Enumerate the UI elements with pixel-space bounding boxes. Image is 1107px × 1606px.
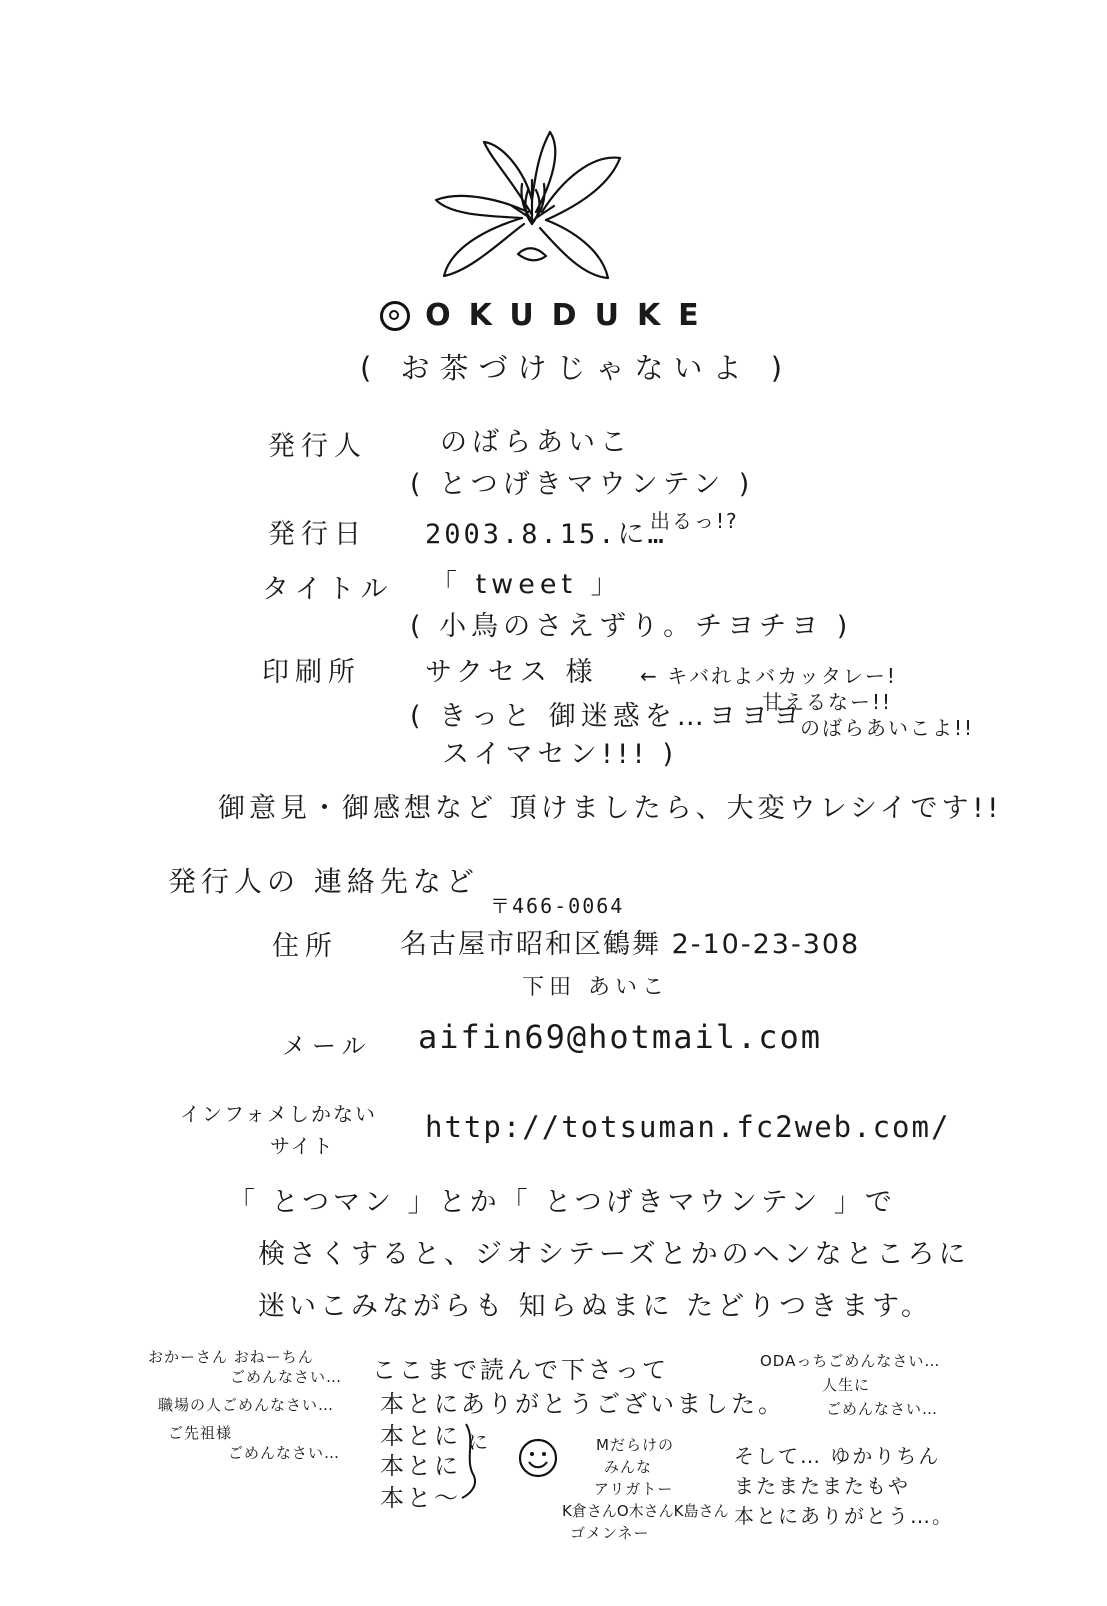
thanks-line-1: ここまで読んで下さって [372,1356,669,1384]
circle-dot-icon [380,301,410,331]
printer-note-2: スイマセン!!! ) [442,739,679,770]
thanks-line-3: 本とに [380,1422,461,1450]
date-note: 出るっ!? [650,509,739,533]
m-note-5: ゴメンネー [570,1524,650,1542]
printer-aside-2: 甘えるなー!! [762,690,893,714]
mail-label: メール [282,1032,372,1060]
logo-text: OKUDUKE [425,298,717,333]
title-value: 「 tweet 」 [430,569,623,600]
smiley-face-icon [516,1436,560,1480]
search-note-3: 迷いこみながらも 知らぬまに たどりつきます。 [258,1291,933,1322]
printer-aside-3: のばらあいこよ!! [800,716,975,740]
printer-label: 印刷所 [262,657,361,688]
logo-mark [380,298,717,333]
flower-illustration [432,120,632,280]
title-label: タイトル [262,574,394,605]
site-url[interactable]: http://totsuman.fc2web.com/ [425,1110,951,1144]
publisher-label: 発行人 [268,431,367,462]
feedback-line: 御意見・御感想など 頂けましたら、大変ウレシイです!! [218,793,1003,824]
right-note-1: ODAっちごめんなさい… [760,1352,941,1370]
site-label-2: サイト [270,1134,335,1158]
left-note-2: ごめんなさい… [230,1368,343,1386]
m-note-1: Mだらけの [596,1436,674,1454]
search-note-2: 検さくすると、ジオシテーズとかのヘンなところに [258,1239,970,1270]
m-note-2: みんな [604,1458,653,1476]
printer-note-1: ( きっと 御迷惑を…ヨヨヨ [410,701,805,732]
printer-value: サクセス 様 [425,657,598,688]
m-note-4: K倉さんO木さんK島さん [562,1502,729,1520]
thanks-line-2: 本とにありがとうございました。 [380,1390,785,1418]
bracket-squiggle [460,1420,490,1500]
closing-line-2: またまたまたもや [734,1474,910,1498]
publisher-circle: ( とつげきマウンテン ) [410,469,755,500]
postal-code: 〒466-0064 [490,894,625,918]
printer-aside-1: ← キバれよバカッタレー! [640,664,897,688]
site-label-1: インフォメしかない [180,1102,377,1126]
address-value: 名古屋市昭和区鶴舞 2-10-23-308 [400,929,861,960]
closing-line-3: 本とにありがとう…。 [734,1504,954,1528]
left-note-5: ごめんなさい… [228,1444,341,1462]
left-note-1: おかーさん おねーちん [148,1348,314,1366]
title-note: ( 小鳥のさえずり。チヨチヨ ) [410,611,853,642]
recipient-name: 下田 あいこ [522,975,669,1000]
address-label: 住所 [272,931,338,962]
publisher-name: のばらあいこ [440,427,632,458]
thanks-line-5: 本と〜 [380,1484,461,1512]
logo-subtitle: ( お茶づけじゃないよ ) [360,351,793,385]
contact-heading: 発行人の 連絡先など [168,865,479,898]
right-note-3: ごめんなさい… [826,1400,939,1418]
search-note-1: 「 とつマン 」とか「 とつげきマウンテン 」で [228,1187,896,1218]
right-note-2: 人生に [822,1376,871,1394]
closing-line-1: そして… ゆかりちん [734,1444,941,1468]
thanks-side: に [468,1430,490,1454]
left-note-3: 職場の人ごめんなさい… [158,1396,335,1414]
mail-value[interactable]: aifin69@hotmail.com [418,1018,823,1056]
date-value: 2003.8.15.に… [425,519,667,550]
date-label: 発行日 [268,519,367,550]
thanks-line-4: 本とに [380,1452,461,1480]
left-note-4: ご先祖様 [168,1424,233,1442]
m-note-3: アリガトー [594,1480,674,1498]
